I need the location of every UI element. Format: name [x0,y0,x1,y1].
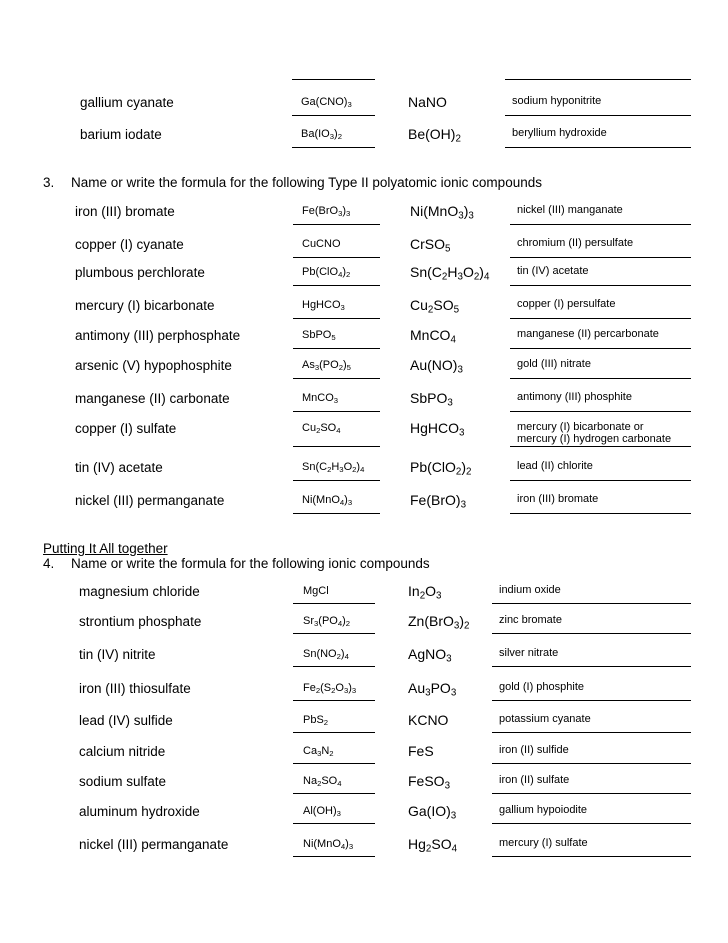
compound-formula: NaNO [408,94,447,110]
compound-formula: $Fe(BrO)_3$ [410,492,467,511]
name-answer[interactable]: antimony (III) phosphite [517,391,632,403]
compound-name: nickel (III) permanganate [75,493,225,508]
formula-answer[interactable]: $Sn(C_2H_3O_2)_4$ [302,461,365,474]
compound-formula: $In_2O_3$ [408,583,442,602]
compound-name: barium iodate [80,127,162,142]
compound-formula: $Ga(IO)_3$ [408,803,457,822]
formula-answer[interactable]: MnCO$_3$ [302,392,339,405]
compound-name: iron (III) thiosulfate [79,681,191,696]
compound-formula: $Pb(ClO_2)_2$ [410,459,472,478]
formula-answer-line [293,318,380,319]
compound-formula: $Ni(MnO_3)_3$ [410,203,474,222]
compound-formula: KCNO [408,712,449,728]
formula-answer[interactable]: $Sr_3(PO_4)_2$ [303,615,351,628]
name-answer[interactable]: silver nitrate [499,647,559,659]
compound-formula: MnCO$_4$ [410,327,456,346]
name-answer[interactable]: iron (II) sulfide [499,744,569,756]
compound-formula: HgHCO$_3$ [410,420,465,439]
formula-answer-line [293,603,375,604]
name-answer[interactable]: tin (IV) acetate [517,265,589,277]
name-answer-line [505,147,691,148]
compound-name: mercury (I) bicarbonate [75,298,215,313]
name-answer[interactable]: iron (II) sulfate [499,774,570,786]
name-answer-line [510,257,691,258]
name-answer[interactable]: iron (III) bromate [517,493,599,505]
formula-answer[interactable]: $Sn(NO_2)_4$ [303,648,349,661]
compound-formula: FeS [408,743,434,759]
section-4-number: 4. [43,556,55,571]
name-answer[interactable]: gallium hypoiodite [499,804,588,816]
name-answer[interactable]: indium oxide [499,584,561,596]
answer-line-top [292,79,375,80]
name-answer[interactable]: zinc bromate [499,614,562,626]
formula-answer-line [293,700,375,701]
formula-answer-line [293,348,380,349]
formula-answer-line [293,224,380,225]
name-answer[interactable]: gold (I) phosphite [499,681,584,693]
formula-answer[interactable]: $Ga(CNO)_3$ [301,96,352,109]
section-3-title: Name or write the formula for the following Type II polyatomic ionic compounds [71,175,542,190]
formula-answer-line [293,285,380,286]
compound-formula: CrSO$_5$ [410,236,451,255]
formula-answer-line [293,856,375,857]
name-answer[interactable]: lead (II) chlorite [517,460,593,472]
name-answer-line [510,480,691,481]
formula-answer-line [292,115,375,116]
compound-name: calcium nitride [79,744,166,759]
formula-answer-line [293,513,380,514]
compound-name: arsenic (V) hypophosphite [75,358,232,373]
compound-formula: $Be(OH)_2$ [408,126,461,145]
formula-answer-line [293,378,380,379]
compound-name: copper (I) sulfate [75,421,177,436]
name-answer-line [492,666,691,667]
formula-answer[interactable]: CuCNO [302,238,341,250]
formula-answer-line [293,666,375,667]
section-4-title: Name or write the formula for the following ionic compounds [71,556,430,571]
formula-answer[interactable]: $Ba(IO_3)_2$ [301,128,342,141]
compound-name: tin (IV) acetate [75,460,163,475]
compound-name: plumbous perchlorate [75,265,205,280]
compound-name: lead (IV) sulfide [79,713,173,728]
formula-answer[interactable]: $Ca_3N_2$ [303,745,334,758]
compound-formula: FeSO$_3$ [408,773,451,792]
compound-formula: $Cu_2SO_5$ [410,297,460,316]
formula-answer[interactable]: MgCl [303,585,329,597]
name-answer-line [510,348,691,349]
formula-answer-line [293,633,375,634]
name-answer-line [510,318,691,319]
compound-formula: $Hg_2SO_4$ [408,836,458,855]
formula-answer[interactable]: $Fe(BrO_3)_3$ [302,205,351,218]
compound-name: aluminum hydroxide [79,804,200,819]
name-answer-line [492,793,691,794]
formula-answer[interactable]: $Pb(ClO_4)_2$ [302,266,351,279]
compound-name: iron (III) bromate [75,204,175,219]
name-answer-line [510,224,691,225]
section-3-number: 3. [43,175,55,190]
formula-answer[interactable]: $Cu_2SO_4$ [302,422,341,435]
name-answer-line [505,115,691,116]
compound-name: sodium sulfate [79,774,167,789]
compound-formula: $Sn(C_2H_3O_2)_4$ [410,264,490,283]
formula-answer[interactable]: PbS$_2$ [303,714,329,727]
formula-answer-line [293,480,380,481]
formula-answer-line [293,411,380,412]
name-answer[interactable]: potassium cyanate [499,713,591,725]
formula-answer[interactable]: $Fe_2(S_2O_3)_3$ [303,682,357,695]
section-4-heading: Putting It All together [43,541,168,556]
name-answer-line [492,603,691,604]
compound-name: nickel (III) permanganate [79,837,229,852]
name-answer[interactable]: mercury (I) bicarbonate or [517,421,644,433]
name-answer-line [492,823,691,824]
name-answer[interactable]: gold (III) nitrate [517,358,591,370]
compound-name: manganese (II) carbonate [75,391,230,406]
compound-formula: AgNO$_3$ [408,646,452,665]
formula-answer[interactable]: $Al(OH)_3$ [303,805,341,818]
name-answer-line [510,513,691,514]
formula-answer-line [293,763,375,764]
compound-name: gallium cyanate [80,95,174,110]
name-answer-line [492,700,691,701]
name-answer[interactable]: chromium (II) persulfate [517,237,634,249]
compound-formula: $Au_3PO_3$ [408,680,457,699]
name-answer-line [510,285,691,286]
compound-name: copper (I) cyanate [75,237,184,252]
name-answer[interactable]: mercury (I) sulfate [499,837,588,849]
formula-answer-line [293,732,375,733]
formula-answer[interactable]: HgHCO$_3$ [302,299,345,312]
formula-answer-line [293,257,380,258]
formula-answer-line [292,147,375,148]
compound-name: tin (IV) nitrite [79,647,156,662]
formula-answer-line [293,823,375,824]
compound-formula: $Au(NO)_3$ [410,357,463,376]
name-answer[interactable]: sodium hyponitrite [512,95,602,107]
name-answer-line [510,411,691,412]
name-answer-line [492,633,691,634]
answer-line-top-right [505,79,691,80]
compound-formula: $Zn(BrO_3)_2$ [408,613,470,632]
name-answer[interactable]: manganese (II) percarbonate [517,328,659,340]
name-answer-line [492,856,691,857]
compound-name: magnesium chloride [79,584,200,599]
name-answer-line [510,378,691,379]
name-answer[interactable]: copper (I) persulfate [517,298,616,310]
formula-answer[interactable]: $Ni(MnO_4)_3$ [302,494,353,507]
formula-answer[interactable]: $As_3(PO_2)_5$ [302,359,351,372]
name-answer-line [492,763,691,764]
name-answer-line-2[interactable]: mercury (I) hydrogen carbonate [517,433,672,445]
compound-name: strontium phosphate [79,614,202,629]
name-answer[interactable]: beryllium hydroxide [512,127,607,139]
compound-formula: SbPO$_3$ [410,390,453,409]
formula-answer[interactable]: SbPO$_5$ [302,329,336,342]
name-answer[interactable]: nickel (III) manganate [517,204,623,216]
formula-answer[interactable]: $Ni(MnO_4)_3$ [303,838,354,851]
compound-name: antimony (III) perphosphate [75,328,241,343]
name-answer-line [492,732,691,733]
formula-answer-line [293,446,380,447]
formula-answer-line [293,793,375,794]
name-answer-line [510,446,691,447]
formula-answer[interactable]: $Na_2SO_4$ [303,775,342,788]
